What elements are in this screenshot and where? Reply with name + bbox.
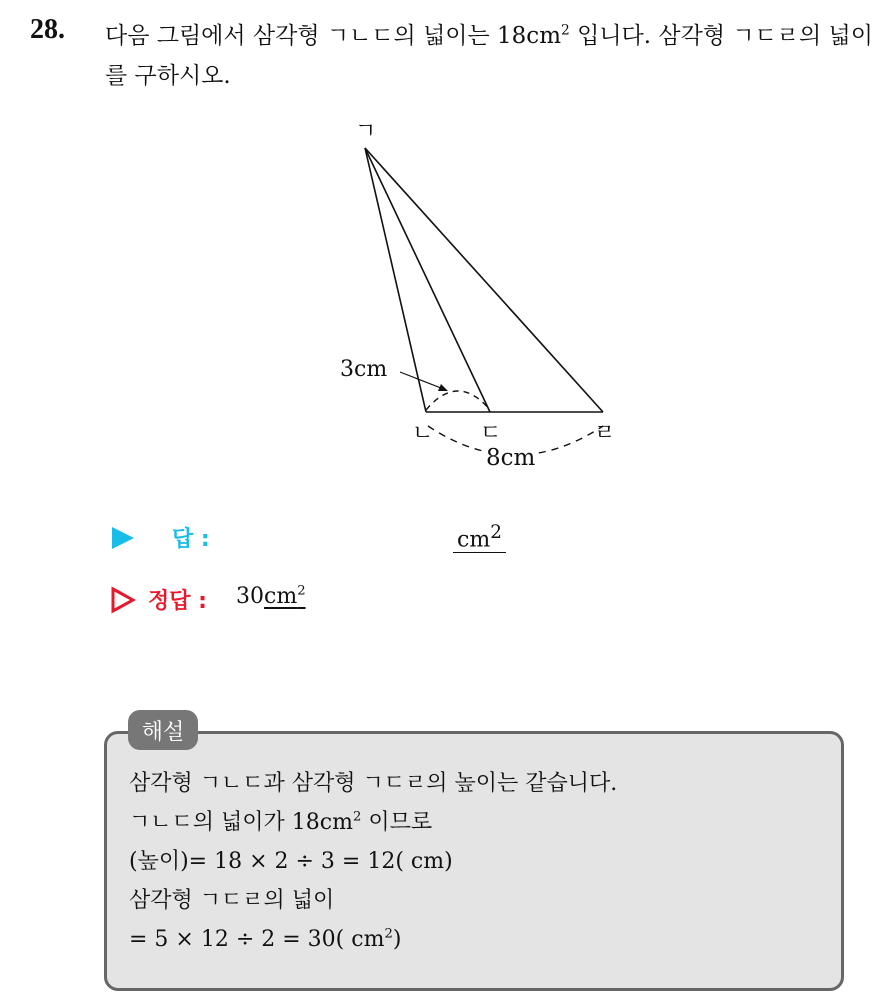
problem-text-main: 다음 그림에서 삼각형 ㄱㄴㄷ의 넓이는 18cm bbox=[105, 23, 562, 49]
triangle-figure bbox=[300, 110, 640, 480]
correct-value bbox=[236, 584, 306, 609]
vertex-label-r: ㄹ bbox=[594, 421, 616, 446]
explanation-line-2-sup: 2 bbox=[352, 809, 362, 825]
correct-number: 30 bbox=[236, 584, 264, 609]
answer-marker-icon bbox=[110, 525, 136, 551]
correct-marker-icon bbox=[110, 586, 136, 614]
explanation-line-5-end: ) bbox=[392, 927, 402, 952]
answer-label: 답 : bbox=[172, 527, 210, 552]
problem-number: 28. bbox=[30, 14, 65, 45]
explanation-line-2-end: 이므로 bbox=[361, 810, 433, 835]
vertex-label-n: ㄴ bbox=[412, 421, 434, 446]
arrow-3cm bbox=[400, 372, 446, 390]
correct-label: 정답 : bbox=[148, 589, 207, 614]
correct-unit: cm bbox=[264, 584, 298, 609]
answer-row bbox=[110, 522, 210, 553]
label-8cm: 8cm bbox=[486, 445, 536, 471]
problem-text bbox=[105, 16, 875, 96]
explanation-line-5-main: = 5 × 12 ÷ 2 = 30( cm bbox=[129, 927, 385, 952]
arrow-head-3cm bbox=[438, 384, 448, 391]
answer-blank[interactable] bbox=[453, 522, 506, 553]
label-3cm: 3cm bbox=[340, 357, 388, 382]
explanation-tag: 해설 bbox=[128, 710, 198, 750]
answer-unit-sup: 2 bbox=[490, 522, 502, 543]
explanation-line-3: (높이)= 18 × 2 ÷ 3 = 12( cm) bbox=[129, 849, 453, 874]
arc-3cm bbox=[426, 391, 490, 410]
correct-unit-sup: 2 bbox=[297, 583, 306, 599]
vertex-label-d: ㄷ bbox=[480, 421, 502, 446]
answer-unit: cm bbox=[457, 527, 491, 553]
explanation-line-2 bbox=[129, 803, 617, 842]
explanation-box bbox=[104, 731, 844, 991]
explanation-line-5-sup: 2 bbox=[384, 926, 393, 942]
vertex-label-g: ㄱ bbox=[355, 119, 377, 144]
explanation-line-2-main: ㄱㄴㄷ의 넓이가 18cm bbox=[129, 810, 353, 835]
explanation-line-5 bbox=[129, 920, 617, 959]
explanation-line-4: 삼각형 ㄱㄷㄹ의 넓이 bbox=[129, 888, 335, 913]
problem-text-end: 입니다. 삼각형 ㄱㄷㄹ의 넓이를 구하시오. bbox=[105, 23, 873, 89]
problem-text-sup: 2 bbox=[561, 22, 570, 39]
correct-answer-row bbox=[110, 584, 207, 615]
explanation-line-1: 삼각형 ㄱㄴㄷ과 삼각형 ㄱㄷㄹ의 높이는 같습니다. bbox=[129, 771, 618, 796]
